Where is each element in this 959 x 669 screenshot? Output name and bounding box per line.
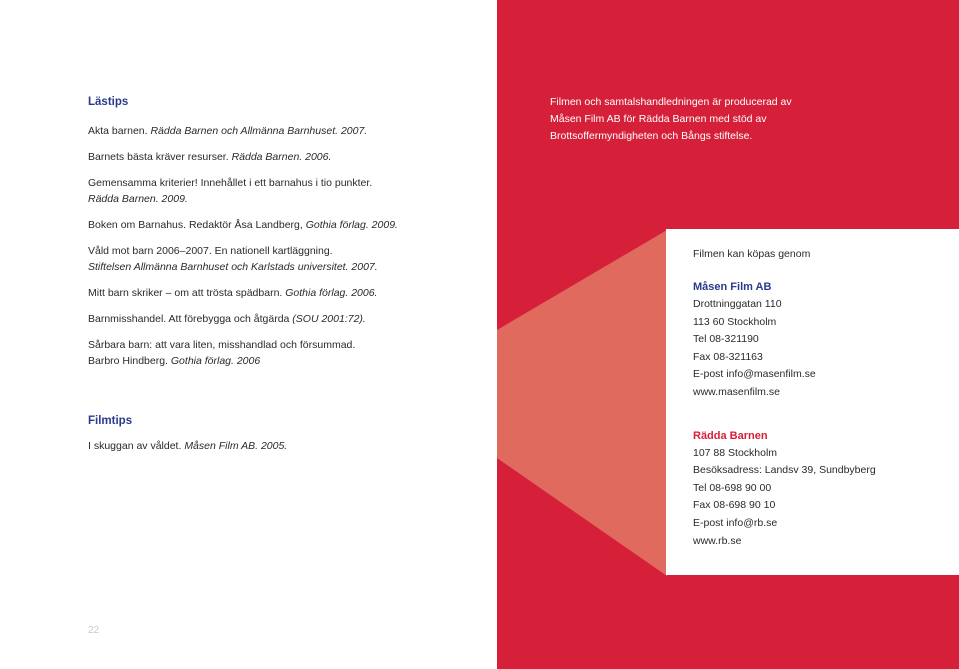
reading-item-source: Stiftelsen Allmänna Barnhuset och Karlstads universitet. 2007. [88,261,378,273]
rb-name: Rädda Barnen [693,429,768,442]
reading-item-text: Mitt barn skriker – om att trösta spädbarn. [88,287,286,299]
reading-item-source: Gothia förlag. 2009. [305,219,398,231]
reading-item-line [88,217,488,233]
credits-line: Brottsoffermyndigheten och Bångs stiftelse. [550,130,753,142]
reading-item-source: Rädda Barnen. 2009. [88,193,188,205]
masen-website[interactable]: www.masenfilm.se [693,385,780,398]
reading-item-line [88,259,488,275]
rb-contact [693,428,953,551]
reading-item-source: Gothia förlag. 2006. [285,287,378,299]
masen-phone: Tel 08-321190 [693,333,759,346]
rb-fax: Fax 08-698 90 10 [693,499,776,512]
filmtips-heading: Filmtips [88,415,133,427]
credits-line: Filmen och samtalshandledningen är producerad av [550,96,792,108]
reading-item-line [88,149,488,165]
masen-postal: 113 60 Stockholm [693,315,777,328]
film-reference [88,438,287,454]
reading-item-line [88,191,488,207]
reading-item-text: Boken om Barnahus. Redaktör Åsa Landberg, [88,219,306,231]
masen-email[interactable]: E-post info@masenfilm.se [693,368,816,381]
reading-item-line [88,243,488,259]
reading-item [88,175,488,207]
rb-postal: 107 88 Stockholm [693,446,778,459]
reading-item [88,285,488,301]
masen-fax: Fax 08-321163 [693,350,763,363]
contact-box [666,229,959,575]
reading-item-line [88,353,488,369]
reading-item [88,337,488,369]
reading-list [88,123,488,379]
rb-email[interactable]: E-post info@rb.se [693,516,778,529]
reading-item-text: Sårbara barn: att vara liten, misshandlad och försummad. [88,339,356,351]
reading-item-line [88,175,488,191]
reading-item-line [88,123,488,139]
masen-address: Drottninggatan 110 [693,298,782,310]
wedge-shape [497,230,667,576]
reading-item-line [88,311,488,327]
reading-item-source: Rädda Barnen och Allmänna Barnhuset. 2007. [150,125,368,137]
reading-item-text: Barnets bästa kräver resurser. [88,151,232,163]
reading-item-text: Våld mot barn 2006–2007. En nationell kartläggning. [88,245,333,257]
reading-item-text: Gemensamma kriterier! Innehållet i ett barnahus i tio punkter. [88,177,373,189]
reading-item-source: Gothia förlag. 2006 [170,355,261,367]
reading-item [88,311,488,327]
credits-line: Måsen Film AB för Rädda Barnen med stöd av [550,113,767,125]
rb-website[interactable]: www.rb.se [693,534,742,547]
reading-item-line [88,285,488,301]
reading-item-text: Barbro Hindberg. [88,355,171,367]
buy-label: Filmen kan köpas genom [693,248,811,260]
right-page [497,0,959,669]
reading-item-source: (SOU 2001:72). [292,313,366,325]
rb-phone: Tel 08-698 90 00 [693,481,772,494]
reading-item-line [88,337,488,353]
page-number: 22 [88,625,100,636]
reading-item [88,243,488,275]
production-credits [550,94,860,145]
film-title: I skuggan av våldet. [88,440,185,452]
reading-item-source: Rädda Barnen. 2006. [231,151,332,163]
film-publisher: Måsen Film AB. 2005. [184,440,288,452]
masen-contact [693,279,953,402]
reading-item [88,217,488,233]
reading-item-text: Akta barnen. [88,125,151,137]
reading-item [88,123,488,139]
lastips-heading: Lästips [88,96,129,108]
reading-item-text: Barnmisshandel. Att förebygga och åtgärda [88,313,293,325]
masen-name: Måsen Film AB [693,281,772,293]
rb-visit-address: Besöksadress: Landsv 39, Sundbyberg [693,464,876,477]
reading-item [88,149,488,165]
